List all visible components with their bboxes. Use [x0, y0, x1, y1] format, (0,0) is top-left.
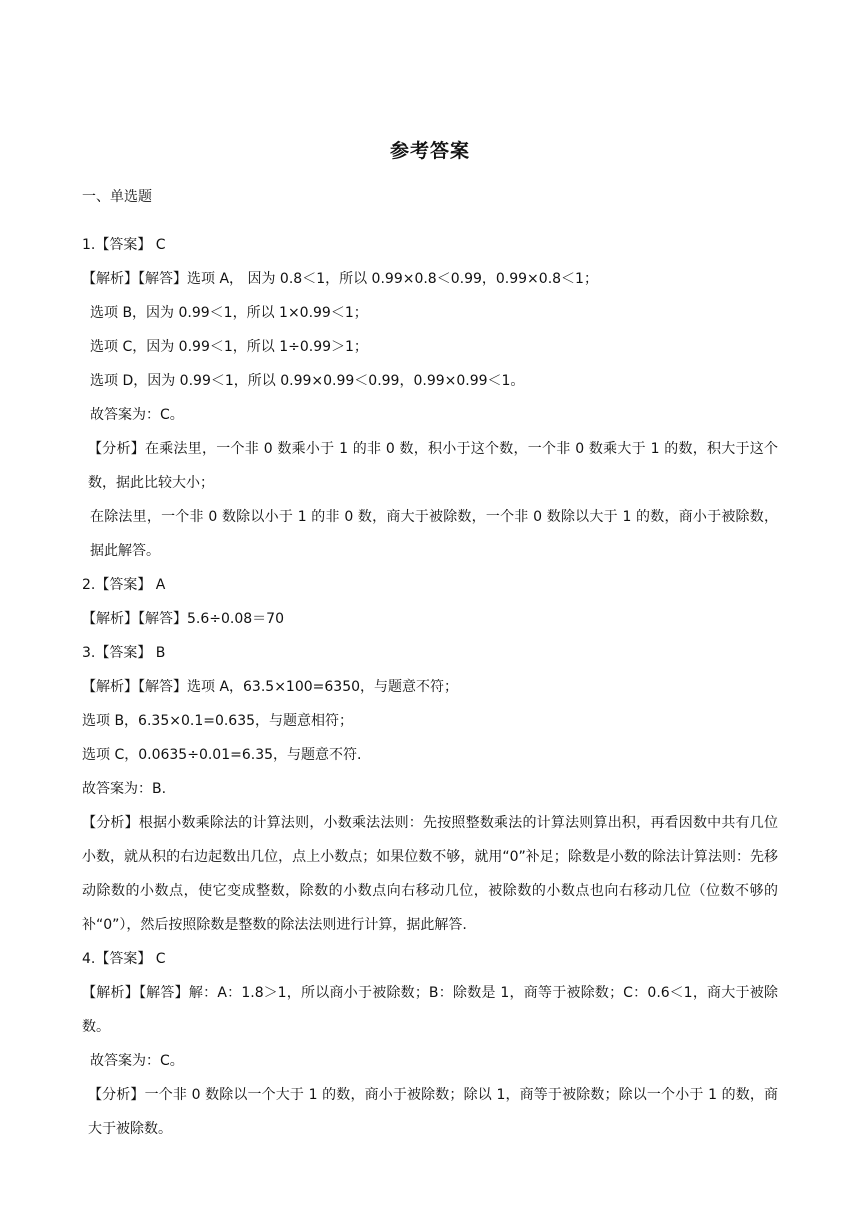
q1-analysis: 【解析】【解答】选项 A， 因为 0.8＜1，所以 0.99×0.8＜0.99，0.99×0.8＜1；	[82, 271, 598, 287]
q3-conclusion: 故答案为：B.	[82, 781, 167, 797]
q1-option-d: 选项 D，因为 0.99＜1，所以 0.99×0.99＜0.99，0.99×0.99＜1。	[90, 373, 525, 389]
q1-note-2: 在除法里，一个非 0 数除以小于 1 的非 0 数，商大于被除数，一个非 0 数除以大于 1 的数，商小于被除数，据此解答。	[90, 509, 778, 559]
page-title: 参考答案	[389, 140, 470, 162]
q1-conclusion: 故答案为：C。	[90, 407, 184, 423]
q3-option-c: 选项 C，0.0635÷0.01=6.35，与题意不符.	[82, 747, 362, 763]
q3-answer: 3.【答案】 B	[82, 645, 166, 661]
section-heading: 一、单选题	[82, 189, 152, 205]
q3-option-b: 选项 B，6.35×0.1=0.635，与题意相符；	[82, 713, 354, 729]
q3-analysis: 【解析】【解答】选项 A，63.5×100=6350，与题意不符；	[82, 679, 459, 695]
q4-note: 【分析】一个非 0 数除以一个大于 1 的数，商小于被除数；除以 1，商等于被除数；除以一个小于 1 的数，商大于被除数。	[88, 1087, 778, 1137]
q4-answer: 4.【答案】 C	[82, 951, 166, 967]
answer-body	[82, 228, 778, 1146]
q1-option-b: 选项 B，因为 0.99＜1，所以 1×0.99＜1；	[90, 305, 368, 321]
q3-note: 【分析】根据小数乘除法的计算法则，小数乘法法则：先按照整数乘法的计算法则算出积，再看因数中共有几位小数，就从积的右边起数出几位，点上小数点；如果位数不够，就用“0”补足；除数是小数的除法计算法则：先移动除数的小数点，使它变成整数，除数的小数点向右移动几位，被除数的小数点也向右移动几位（位数不够的补“0”），然后按照除数是整数的除法法则进行计算，据此解答.	[82, 815, 778, 933]
q2-analysis: 【解析】【解答】5.6÷0.08＝70	[82, 611, 284, 627]
q2-answer: 2.【答案】 A	[82, 577, 166, 593]
q1-option-c: 选项 C，因为 0.99＜1，所以 1÷0.99＞1；	[90, 339, 368, 355]
q1-answer: 1.【答案】 C	[82, 237, 166, 253]
q4-conclusion: 故答案为：C。	[90, 1053, 184, 1069]
q1-note-1: 【分析】在乘法里，一个非 0 数乘小于 1 的非 0 数，积小于这个数，一个非 0 数乘大于 1 的数，积大于这个数，据此比较大小；	[88, 441, 778, 491]
q4-analysis: 【解析】【解答】解：A：1.8＞1，所以商小于被除数；B：除数是 1，商等于被除数；C：0.6＜1，商大于被除数。	[82, 985, 778, 1035]
